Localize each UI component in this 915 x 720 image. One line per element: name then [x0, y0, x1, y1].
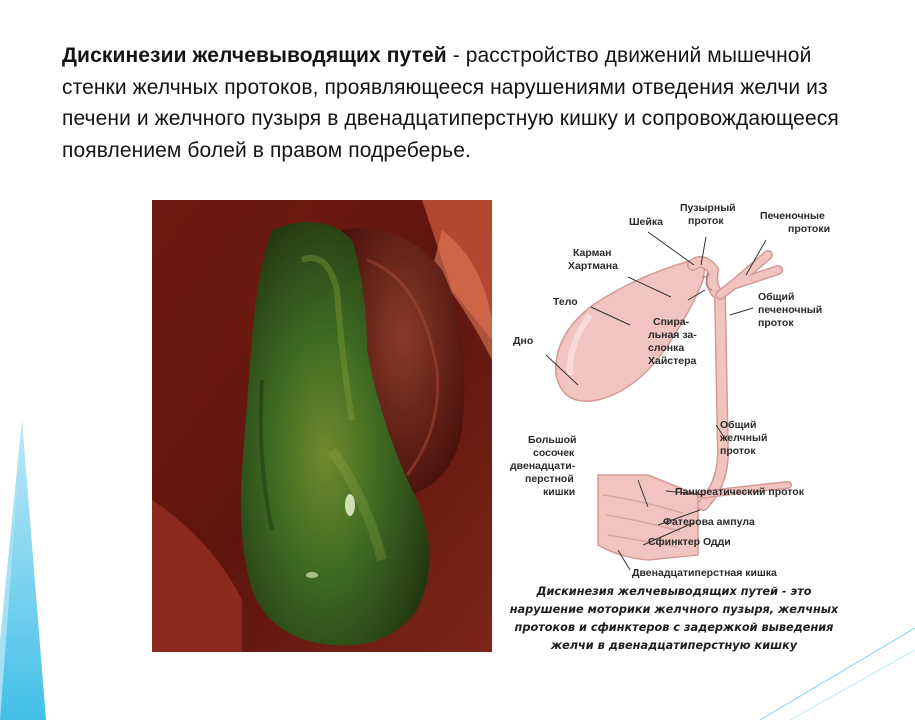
label-obshchy-zhel-2: желчный	[720, 432, 768, 444]
label-oddi: Сфинктер Одди	[648, 536, 731, 548]
label-obshchy-zhel-1: Общий	[720, 419, 757, 431]
label-sheika: Шейка	[629, 216, 663, 228]
decor-triangle-left	[0, 420, 60, 720]
label-obshchy-pech-1: Общий	[758, 291, 795, 303]
caption-line-4: желчи в двенадцатиперстную кишку	[550, 639, 798, 652]
label-sosochek-5: кишки	[543, 486, 576, 498]
diagram-labels	[510, 202, 830, 579]
label-spiral-2: льная за-	[648, 329, 697, 341]
diagram-caption	[488, 583, 860, 655]
gallbladder-photo	[152, 200, 492, 652]
label-pechenochnye-2: протоки	[788, 223, 831, 235]
label-pankreat: Панкреатический проток	[675, 486, 804, 498]
biliary-tract-diagram	[498, 195, 913, 585]
caption-line-1: Дискинезия желчевыводящих путей - это	[536, 585, 812, 598]
label-puzyrny-2: проток	[688, 215, 724, 227]
label-duodenum: Двенадцатиперстная кишка	[632, 567, 777, 579]
label-dno: Дно	[513, 335, 534, 347]
label-puzyrny-1: Пузырный	[680, 202, 736, 214]
heading	[62, 40, 882, 166]
label-spiral-1: Спира-	[653, 316, 690, 328]
label-obshchy-zhel-3: проток	[720, 445, 756, 457]
label-sosochek-1: Большой	[528, 434, 577, 446]
label-telo: Тело	[553, 296, 578, 308]
label-obshchy-pech-2: печеночный	[758, 304, 823, 316]
label-pechenochnye-1: Печеночные	[760, 210, 825, 222]
caption-line-3: протоков и сфинктеров с задержкой выведения	[514, 621, 834, 634]
label-faterova: Фатерова ампула	[663, 516, 755, 528]
label-karman-2: Хартмана	[568, 260, 618, 272]
label-sosochek-4: перстной	[525, 473, 574, 485]
label-karman-1: Карман	[573, 247, 612, 259]
label-spiral-3: слонка	[648, 342, 685, 354]
heading-definition: - расстройство движений мышечной стенки желчных протоков, проявляющееся нарушениями отведения желчи из печени и желчного пузыря в двенадцатиперстную кишку и сопровождающееся появлением болей в правом подреберье.	[62, 44, 839, 162]
label-sosochek-2: сосочек	[533, 447, 575, 459]
heading-term: Дискинезии желчевыводящих путей	[62, 44, 447, 67]
caption-line-2: нарушение моторики желчного пузыря, желчных	[509, 603, 839, 616]
label-obshchy-pech-3: проток	[758, 317, 794, 329]
label-spiral-4: Хайстера	[648, 355, 697, 367]
label-sosochek-3: двенадцати-	[510, 460, 576, 472]
